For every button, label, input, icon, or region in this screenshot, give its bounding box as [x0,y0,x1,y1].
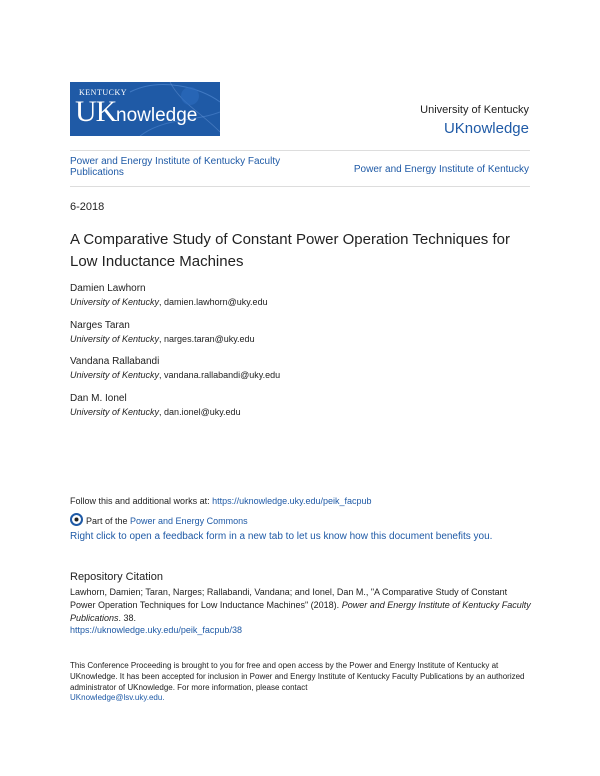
citation-text [70,586,532,625]
author-name: Dan M. Ionel [70,393,127,404]
repository-name: UKnowledge [443,120,529,137]
author-name: Narges Taran [70,320,130,331]
author-university: University of Kentucky [70,407,160,417]
logo-knowledge-text: nowledge [116,105,198,126]
author-email: , dan.ionel@uky.edu [159,407,241,417]
author-name: Vandana Rallabandi [70,356,160,367]
collection-link-institute[interactable]: Power and Energy Institute of Kentucky [353,164,529,175]
author-email: , narges.taran@uky.edu [159,334,255,344]
uknowledge-logo [70,82,220,136]
author-name: Damien Lawhorn [70,283,146,294]
document-title: A Comparative Study of Constant Power Operation Techniques for Low Inductance Machines [70,231,510,270]
citation-heading: Repository Citation [70,571,163,583]
follow-prefix: Follow this and additional works at: [70,496,213,506]
access-notice: This Conference Proceeding is brought to you for free and open access by the Power and Energy Institute of Kentucky at UKnowledge. It has been accepted for inclusion in Power and Energy Institute of Kentucky Faculty Publications by an authorized administrator of UKnowledge. For more information, please contact [70,661,525,692]
author-university: University of Kentucky [70,370,160,380]
follow-line [70,496,372,506]
author-university: University of Kentucky [70,334,160,344]
collection-link-faculty-publications[interactable]: Power and Energy Institute of Kentucky Faculty Publications [70,156,281,178]
author-affiliation [70,370,280,380]
citation-url-link[interactable]: https://uknowledge.uky.edu/peik_facpub/38 [70,625,242,635]
logo-uk-text: UK [75,95,117,128]
bepress-commons-icon [70,513,83,526]
part-of-line [86,516,248,526]
author-affiliation [70,407,241,417]
follow-link[interactable]: https://uknowledge.uky.edu/peik_facpub [212,496,372,506]
citation-plain: Lawhorn, Damien; Taran, Narges; Rallabandi, Vandana; and Ionel, Dan M., "A Comparative Study of Constant Power Operation Techniques for Low Inductance Machines" (2018). [70,587,508,610]
contact-email-link[interactable]: UKnowledge@lsv.uky.edu. [70,693,165,702]
part-of-prefix: Part of the [86,516,131,526]
author-email: , damien.lawhorn@uky.edu [159,297,268,307]
citation-series: Power and Energy Institute of Kentucky Faculty Publications [70,600,531,623]
citation-end: . 38. [118,613,137,623]
feedback-link[interactable]: Right click to open a feedback form in a new tab to let us know how this document benefits you. [70,531,493,542]
divider-top [70,150,530,151]
university-name: University of Kentucky [420,104,529,116]
author-email: , vandana.rallabandi@uky.edu [159,370,281,380]
author-affiliation [70,297,268,307]
divider-collection [70,186,530,187]
power-energy-commons-link[interactable]: Power and Energy Commons [130,516,248,526]
author-university: University of Kentucky [70,297,160,307]
publication-date: 6-2018 [70,201,105,213]
logo-kentucky-text: KENTUCKY [79,88,127,97]
author-affiliation [70,334,255,344]
